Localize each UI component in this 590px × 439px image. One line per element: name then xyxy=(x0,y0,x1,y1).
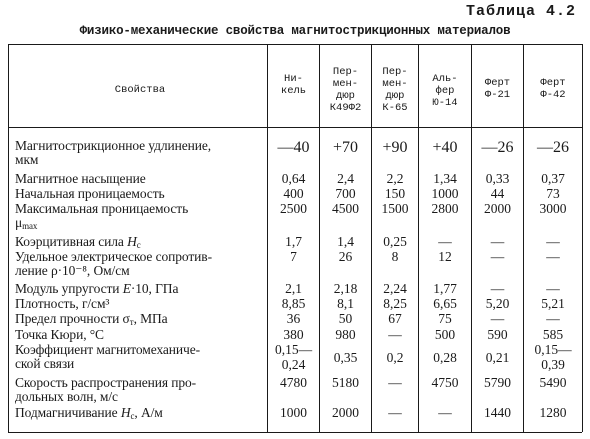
value-cell: 2,18 xyxy=(333,281,358,296)
value-cell: — xyxy=(546,281,560,296)
table-number: Таблица 4.2 xyxy=(465,3,576,20)
value-cell: 400 xyxy=(283,186,304,201)
value-cell: 3000 xyxy=(539,201,567,216)
value-cell: 5790 xyxy=(484,375,511,390)
value-cell: 1,77 xyxy=(433,281,457,296)
value-cell: 12 xyxy=(438,249,452,264)
table-right-rule xyxy=(582,44,583,432)
property-label: Скорость распространения про- дольных волн, м/с xyxy=(15,375,197,404)
value-cell: 7 xyxy=(290,249,297,264)
header-permendur-k65: Пер- мен- дюр К-65 xyxy=(382,66,408,114)
value-cell: 2,24 xyxy=(383,281,407,296)
value-cell: 75 xyxy=(438,311,452,326)
property-label: Модуль упругости E·10, ГПа xyxy=(15,281,179,296)
property-label: Подмагничивание $H_c$, А/м xyxy=(15,405,163,421)
table-title: Физико-механические свойства магнитострикционных материалов xyxy=(79,24,511,38)
value-cell: 4780 xyxy=(280,375,307,390)
value-cell: 2000 xyxy=(332,405,359,420)
value-cell: 1,34 xyxy=(433,171,457,186)
value-cell: 1440 xyxy=(484,405,511,420)
value-cell: — xyxy=(490,281,505,296)
property-label: Магнитное насыщение xyxy=(15,171,146,186)
table-bottom-rule xyxy=(8,432,582,433)
header-alfer-yu14: Аль- фер Ю-14 xyxy=(432,73,458,109)
value-cell: 0,21 xyxy=(485,350,510,365)
value-cell: 5,21 xyxy=(541,296,565,311)
value-cell: 0,2 xyxy=(386,350,404,365)
header-nickel: Ни- кель xyxy=(280,73,307,97)
value-cell: —26 xyxy=(537,139,569,156)
value-cell: 6,65 xyxy=(433,296,457,311)
value-cell: 2000 xyxy=(484,201,511,216)
value-cell: 0,39 xyxy=(541,357,565,372)
header-ferrite-f21: Ферт Ф-21 xyxy=(484,77,511,101)
property-label: Удельное электрическое сопротив- ление ρ·10⁻⁸, Ом/см xyxy=(15,249,212,278)
table-top-rule xyxy=(8,44,582,45)
value-cell: 0,24 xyxy=(281,357,306,372)
property-label: Точка Кюри, °С xyxy=(15,327,104,342)
value-cell: 0,15— xyxy=(534,342,572,357)
value-cell: — xyxy=(388,375,402,390)
value-cell: 2,1 xyxy=(285,281,302,296)
property-label: Коэрцитивная сила $H_c$ xyxy=(15,234,141,250)
value-cell: 50 xyxy=(338,311,353,326)
value-cell: 4750 xyxy=(431,375,459,390)
value-cell: 2800 xyxy=(431,201,459,216)
header-bottom-rule xyxy=(8,127,582,128)
header-property: Свойства xyxy=(114,84,166,96)
property-label: Плотность, г/см³ xyxy=(15,296,110,311)
value-cell: 0,25 xyxy=(383,234,407,249)
value-cell: +40 xyxy=(432,139,458,156)
value-cell: 73 xyxy=(546,186,560,201)
header-ferrite-f42: Ферт Ф-42 xyxy=(540,77,566,101)
value-cell: 0,37 xyxy=(541,171,565,186)
value-cell: — xyxy=(546,234,560,249)
value-cell: — xyxy=(388,405,402,420)
property-label: Предел прочности $\sigma_т$, МПа xyxy=(15,311,168,327)
value-cell: 8 xyxy=(391,249,399,264)
value-cell: 1,7 xyxy=(285,234,302,249)
value-cell: 5,20 xyxy=(485,296,510,311)
value-cell: 0,28 xyxy=(433,350,457,365)
value-cell: 4500 xyxy=(332,201,359,216)
value-cell: — xyxy=(490,311,505,326)
value-cell: — xyxy=(546,249,560,264)
value-cell: — xyxy=(490,234,505,249)
table-left-rule xyxy=(8,44,9,432)
value-cell: — xyxy=(438,405,452,420)
value-cell: — xyxy=(490,249,505,264)
value-cell: 1500 xyxy=(381,201,409,216)
value-cell: — xyxy=(388,327,402,342)
value-cell: 500 xyxy=(434,327,456,342)
value-cell: 1000 xyxy=(431,186,459,201)
value-cell: 1280 xyxy=(539,405,567,420)
value-cell: — xyxy=(438,234,452,249)
value-cell: 2,2 xyxy=(386,171,404,186)
value-cell: 8,85 xyxy=(281,296,306,311)
value-cell: 0,15— xyxy=(274,342,313,357)
value-cell: 1000 xyxy=(280,405,307,420)
value-cell: 0,35 xyxy=(333,350,358,365)
property-label: Начальная проницаемость xyxy=(15,186,165,201)
value-cell: 44 xyxy=(490,186,505,201)
value-cell: 590 xyxy=(487,327,508,342)
value-cell: 67 xyxy=(388,311,402,326)
value-cell: 0,33 xyxy=(485,171,510,186)
value-cell: 380 xyxy=(283,327,304,342)
value-cell: 585 xyxy=(542,327,564,342)
value-cell: 1,4 xyxy=(337,234,354,249)
value-cell: 150 xyxy=(384,186,406,201)
property-label: Максимальная проницаемость $\mu_{max}$ xyxy=(15,201,189,231)
value-cell: 0,64 xyxy=(281,171,306,186)
value-cell: 2,4 xyxy=(337,171,354,186)
value-cell: 5490 xyxy=(539,375,567,390)
value-cell: 36 xyxy=(286,311,301,326)
value-cell: 8,1 xyxy=(337,296,354,311)
value-cell: 8,25 xyxy=(383,296,407,311)
value-cell: —26 xyxy=(481,139,514,156)
value-cell: —40 xyxy=(277,139,310,156)
header-permendur-k49f2: Пер- мен- дюр К49Ф2 xyxy=(329,66,362,114)
property-label: Магнитострикционное удлинение, мкм xyxy=(15,138,212,167)
property-label: Коэффициент магнитомеханиче- ской связи xyxy=(15,342,201,371)
value-cell: 5180 xyxy=(332,375,359,390)
value-cell: 980 xyxy=(335,327,356,342)
value-cell: 700 xyxy=(335,186,356,201)
value-cell: 26 xyxy=(338,249,353,264)
value-cell: — xyxy=(546,311,560,326)
value-cell: +90 xyxy=(382,139,408,156)
value-cell: 2500 xyxy=(280,201,307,216)
value-cell: +70 xyxy=(332,139,359,156)
